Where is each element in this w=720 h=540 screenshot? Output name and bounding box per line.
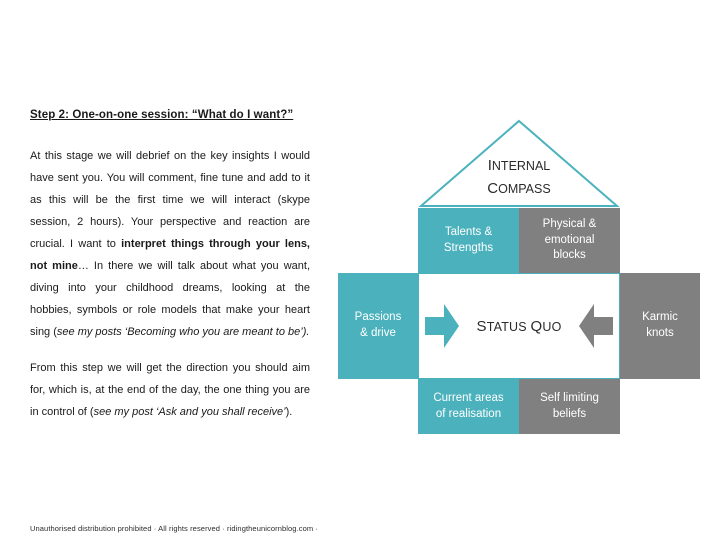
para2-italic-reference: see my post ‘Ask and you shall receive’ bbox=[93, 405, 286, 418]
cell-current-text: Current areas of realisation bbox=[433, 391, 504, 420]
cell-karmic-text: Karmic knots bbox=[642, 311, 678, 339]
para1-segment-1: At this stage we will debrief on the key insights I would have sent you. You will comment, fine tune and add to it as this will be the first time we will interact (skype session, 2 hours). Your perspective and reaction are crucial. I want to bbox=[30, 149, 310, 250]
roof-label bbox=[418, 154, 620, 201]
body-paragraph-2 bbox=[30, 357, 310, 423]
cell-passions-drive bbox=[338, 273, 418, 379]
cell-limiting-text: Self limiting beliefs bbox=[540, 391, 599, 420]
arrow-pointing-left-icon bbox=[579, 304, 613, 348]
cell-talents-strengths bbox=[418, 208, 519, 273]
arrow-pointing-right-icon bbox=[425, 304, 459, 348]
house-diagram bbox=[338, 118, 700, 434]
footer-copyright: Unauthorised distribution prohibited · All rights reserved · ridingtheunicornblog.com · bbox=[30, 524, 319, 533]
roof-label-line1: INTERNAL bbox=[487, 157, 551, 174]
para1-segment-2: … In there we will talk about what you want, diving into your childhood dreams, looking at the hobbies, symbols or role models that make your heart sing ( bbox=[30, 259, 310, 338]
roof-label-line2: COMPASS bbox=[487, 180, 551, 198]
cell-self-limiting-beliefs bbox=[519, 379, 620, 434]
cell-physical-text: Physical & emotional blocks bbox=[542, 218, 597, 262]
para1-bold-emphasis: interpret things through your lens, not mine bbox=[30, 237, 310, 272]
para2-segment-2: ). bbox=[285, 405, 293, 418]
cell-karmic-knots bbox=[620, 273, 700, 379]
para2-segment-1: From this step we will get the direction you should aim for, which is, at the end of the day, the one thing you are in control of ( bbox=[30, 361, 310, 418]
center-status-quo-label: STATUS QUO bbox=[476, 317, 562, 335]
body-paragraph-1 bbox=[30, 145, 310, 343]
para1-italic-reference: see my posts ‘Becoming who you are meant to be’). bbox=[56, 325, 310, 338]
text-column bbox=[30, 108, 310, 437]
cell-talents-text: Talents & Strengths bbox=[443, 225, 494, 254]
cell-current-areas-of-realisation bbox=[418, 379, 519, 434]
cell-physical-emotional-blocks bbox=[519, 208, 620, 273]
cell-passions-text: Passions & drive bbox=[354, 311, 402, 339]
page-title: Step 2: One-on-one session: “What do I want?” bbox=[30, 109, 294, 121]
